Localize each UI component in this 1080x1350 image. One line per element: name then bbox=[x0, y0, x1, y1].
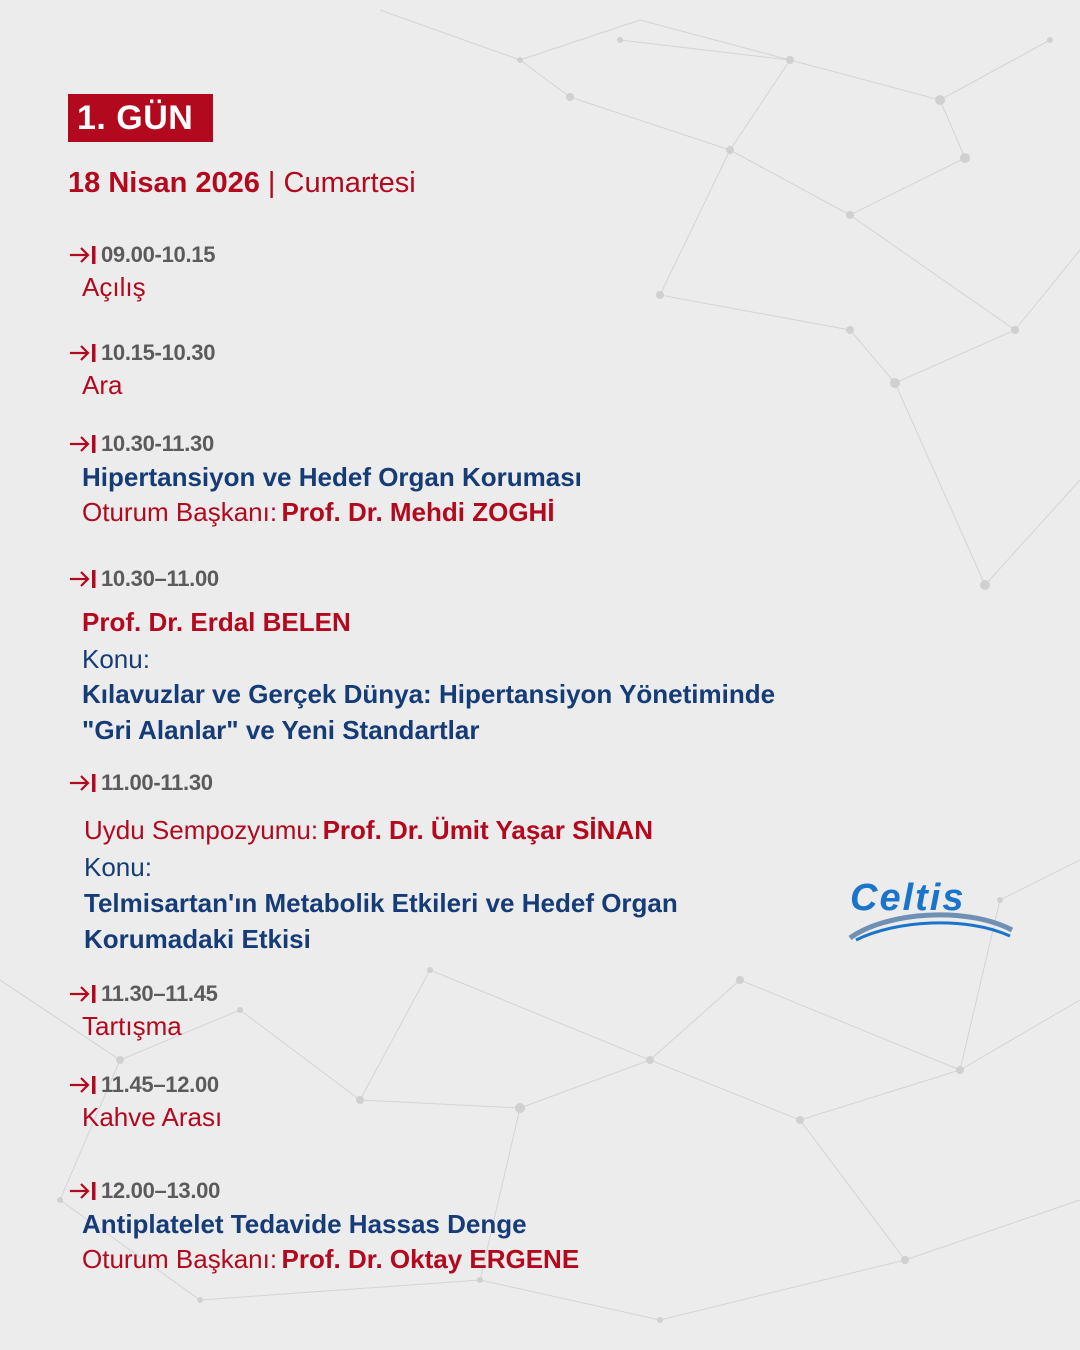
chair-prefix: Oturum Başkanı: bbox=[82, 497, 278, 527]
time-slot bbox=[68, 1176, 220, 1206]
time-label: 11.45–12.00 bbox=[101, 1072, 219, 1097]
chair-name: Prof. Dr. Oktay ERGENE bbox=[281, 1244, 580, 1274]
celtis-logo-icon bbox=[846, 872, 1016, 944]
program-title: Tartışma bbox=[82, 1011, 182, 1041]
date-separator: | bbox=[267, 167, 276, 199]
symposium-prefix: Uydu Sempozyumu: bbox=[84, 815, 319, 845]
time-slot bbox=[68, 338, 215, 368]
time-slot bbox=[68, 564, 219, 594]
time-label: 10.30-11.30 bbox=[101, 431, 214, 456]
program-title: Ara bbox=[82, 370, 123, 400]
session-chair bbox=[82, 1244, 579, 1275]
topic-line-2: "Gri Alanlar" ve Yeni Standartlar bbox=[82, 715, 480, 745]
program-title: Kahve Arası bbox=[82, 1102, 223, 1132]
time-label: 12.00–13.00 bbox=[101, 1178, 221, 1203]
topic-label: Konu: bbox=[82, 644, 150, 674]
speaker-name: Prof. Dr. Ümit Yaşar SİNAN bbox=[322, 815, 653, 845]
arrow-right-bar-icon bbox=[68, 244, 98, 266]
chair-name: Prof. Dr. Mehdi ZOGHİ bbox=[281, 497, 555, 527]
time-slot bbox=[68, 429, 214, 459]
time-slot bbox=[68, 1070, 219, 1100]
arrow-right-bar-icon bbox=[68, 1074, 98, 1096]
time-label: 11.00-11.30 bbox=[101, 770, 213, 795]
date-line bbox=[68, 164, 416, 202]
arrow-right-bar-icon bbox=[68, 342, 98, 364]
topic-label: Konu: bbox=[84, 852, 152, 882]
logo-text: Celtis bbox=[850, 877, 966, 919]
arrow-right-bar-icon bbox=[68, 1180, 98, 1202]
time-slot bbox=[68, 768, 213, 798]
session-title: Hipertansiyon ve Hedef Organ Koruması bbox=[82, 462, 582, 492]
event-date: 18 Nisan 2026 bbox=[68, 167, 260, 199]
chair-prefix: Oturum Başkanı: bbox=[82, 1244, 278, 1274]
arrow-right-bar-icon bbox=[68, 983, 98, 1005]
symposium-line bbox=[84, 815, 653, 846]
topic-line-2: Korumadaki Etkisi bbox=[84, 924, 311, 954]
arrow-right-bar-icon bbox=[68, 568, 98, 590]
program-title: Açılış bbox=[82, 272, 146, 302]
session-title: Antiplatelet Tedavide Hassas Denge bbox=[82, 1209, 527, 1239]
time-label: 10.15-10.30 bbox=[101, 340, 216, 365]
time-slot bbox=[68, 240, 215, 270]
event-weekday: Cumartesi bbox=[283, 167, 416, 199]
day-badge: 1. GÜN bbox=[68, 94, 213, 142]
arrow-right-bar-icon bbox=[68, 433, 98, 455]
time-label: 10.30–11.00 bbox=[101, 566, 219, 591]
time-label: 11.30–11.45 bbox=[101, 981, 218, 1006]
topic-line-1: Telmisartan'ın Metabolik Etkileri ve Hedef Organ bbox=[84, 888, 678, 918]
topic-line-1: Kılavuzlar ve Gerçek Dünya: Hipertansiyon Yönetiminde bbox=[82, 679, 776, 709]
time-label: 09.00-10.15 bbox=[101, 242, 216, 267]
time-slot bbox=[68, 979, 218, 1009]
speaker-name: Prof. Dr. Erdal BELEN bbox=[82, 607, 351, 637]
session-chair bbox=[82, 497, 555, 528]
arrow-right-bar-icon bbox=[68, 772, 98, 794]
